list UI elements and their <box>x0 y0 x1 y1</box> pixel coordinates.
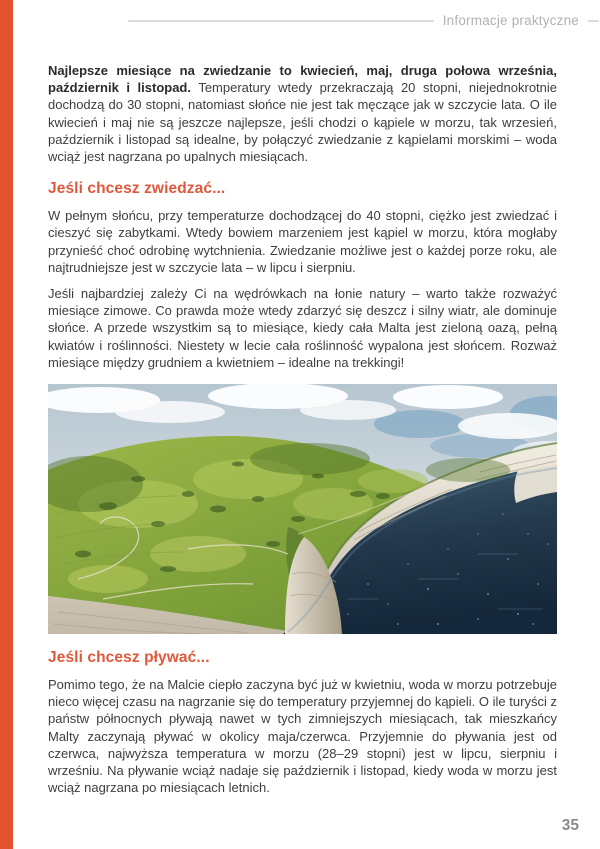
page-number: 35 <box>561 817 579 834</box>
page-edge-bar <box>0 0 13 849</box>
section-plywac <box>48 649 557 796</box>
paragraph: W pełnym słońcu, przy temperaturze dochodzącej do 40 stopni, ciężko jest zwiedzać i cieszyć się zabytkami. Wtedy bowiem marzeniem jest kąpiel w morzu, która mogłaby przynieść choć odrobinę wytchnienia. Zwiedzanie możliwe jest o każdej porze roku, ale najtrudniejsze jest w szczycie lata – w lipcu i sierpniu. <box>48 208 557 275</box>
section-heading-zwiedzac: Jeśli chcesz zwiedzać... <box>48 180 226 198</box>
intro-lead-text: Najlepsze miesiące na zwiedzanie to kwiecień, maj, druga połowa września, październik i listopad. <box>48 63 557 96</box>
cliffs-illustration <box>48 384 557 634</box>
header-rule-right <box>588 20 599 22</box>
intro-paragraph <box>48 62 557 165</box>
section-heading-plywac: Jeśli chcesz pływać... <box>48 649 210 667</box>
page-content <box>48 0 557 796</box>
paragraph: Jeśli najbardziej zależy Ci na wędrówkach na łonie natury – warto także rozważyć miesiące zimowe. Co prawda może wtedy zdarzyć się deszcz i silny wiatr, ale dominuje słońce. A przede wszystkim są to miesiące, kiedy cała Malta jest zieloną oazą, pełną kwiatów i roślinności. Niestety w lecie cała roślinność wypalona jest słońcem. Rozważ miesiące między grudniem a kwietniem – idealne na trekkingi! <box>48 286 557 370</box>
section-zwiedzac <box>48 180 557 371</box>
malta-cliffs-photo <box>48 384 557 634</box>
intro-rest-text: Temperatury wtedy przekraczają 20 stopni, niejednokrotnie dochodzą do 30 stopni, natomiast słońce nie jest tak męczące jak w szczycie lata. O ile kwiecień i maj nie są jeszcze najlepsze, jeśli chodzi o kąpiele w morzu, tak wrzesień, październik i listopad są idealne, by połączyć zwiedzanie z kąpielami morskimi – woda wciąż jest nagrzana po upalnych miesiącach. <box>48 80 558 165</box>
paragraph: Pomimo tego, że na Malcie ciepło zaczyna być już w kwietniu, woda w morzu potrzebuje nieco więcej czasu na nagrzanie się do temperatury przyjemnej do kąpieli. O ile turyści z państw północnych pływają nawet w tych zimniejszych miesiącach, tak mieszkańcy Malty zaczynają pływać w okolicy maja/czerwca. Przyjemnie do pływania jest od czerwca, najwyższa temperatura w morzu (28–29 stopni) jest w lipcu, sierpniu i wrześniu. Na pływanie wciąż nadaje się październik i listopad, kiedy woda w morzu jest wciąż nagrzana po miesiącach letnich. <box>48 677 557 796</box>
section-title: Informacje praktyczne <box>442 13 579 28</box>
